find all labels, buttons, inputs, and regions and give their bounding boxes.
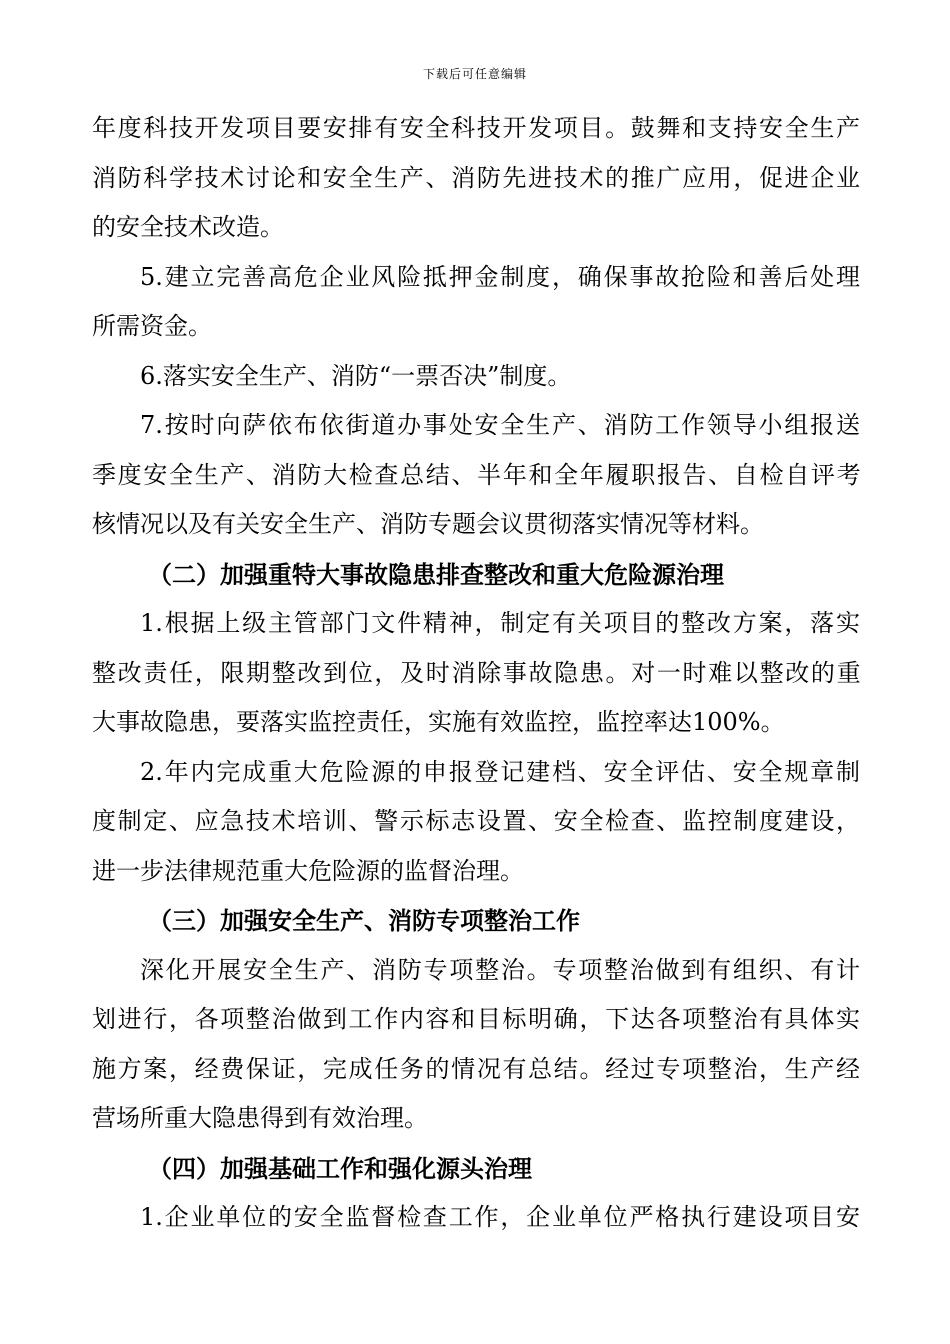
paragraph-line: 划进行，各项整治做到工作内容和目标明确，下达各项整治有具体实 [92, 1005, 860, 1033]
paragraph-line: 施方案，经费保证，完成任务的情况有总结。经过专项整治，生产经 [92, 1054, 860, 1083]
paragraph-line: 1.根据上级主管部门文件精神，制定有关项目的整改方案，落实 [140, 609, 860, 637]
paragraph-line: 大事故隐患，要落实监控责任，实施有效监控，监控率达100%。 [92, 708, 785, 736]
paragraph-line: 整改责任，限期整改到位，及时消除事故隐患。对一时难以整改的重 [92, 658, 860, 687]
paragraph-line: 2.年内完成重大危险源的申报登记建档、安全评估、安全规章制 [140, 757, 860, 786]
paragraph-line: 营场所重大隐患得到有效治理。 [92, 1104, 428, 1132]
paragraph-line: 6.落实安全生产、消防“一票否决”制度。 [140, 361, 572, 390]
page-header-note: 下载后可任意编辑 [422, 67, 527, 81]
paragraph-line: 年度科技开发项目要安排有安全科技开发项目。鼓舞和支持安全生产 [92, 114, 860, 142]
document-body [92, 104, 860, 1243]
paragraph-line: 季度安全生产、消防大检查总结、半年和全年履职报告、自检自评考 [92, 460, 860, 489]
paragraph-line: 的安全技术改造。 [92, 213, 284, 241]
paragraph-line: 所需资金。 [92, 312, 212, 340]
paragraph-line: 核情况以及有关安全生产、消防专题会议贯彻落实情况等材料。 [92, 510, 764, 538]
paragraph-line: 进一步法律规范重大危险源的监督治理。 [92, 856, 524, 885]
paragraph-line: 度制定、应急技术培训、警示标志设置、安全检查、监控制度建设， [92, 807, 860, 835]
section-heading: （三）加强安全生产、消防专项整治工作 [148, 906, 580, 935]
paragraph-line: 7.按时向萨依布依街道办事处安全生产、消防工作领导小组报送 [140, 411, 860, 439]
paragraph-line: 深化开展安全生产、消防专项整治。专项整治做到有组织、有计 [140, 955, 860, 984]
section-heading: （二）加强重特大事故隐患排查整改和重大危险源治理 [148, 559, 724, 589]
paragraph-line: 消防科学技术讨论和安全生产、消防先进技术的推广应用，促进企业 [92, 163, 860, 192]
paragraph-line: 5.建立完善高危企业风险抵押金制度，确保事故抢险和善后处理 [140, 262, 860, 291]
section-heading: （四）加强基础工作和强化源头治理 [148, 1153, 532, 1183]
paragraph-line: 1.企业单位的安全监督检查工作，企业单位严格执行建设项目安 [140, 1203, 860, 1231]
